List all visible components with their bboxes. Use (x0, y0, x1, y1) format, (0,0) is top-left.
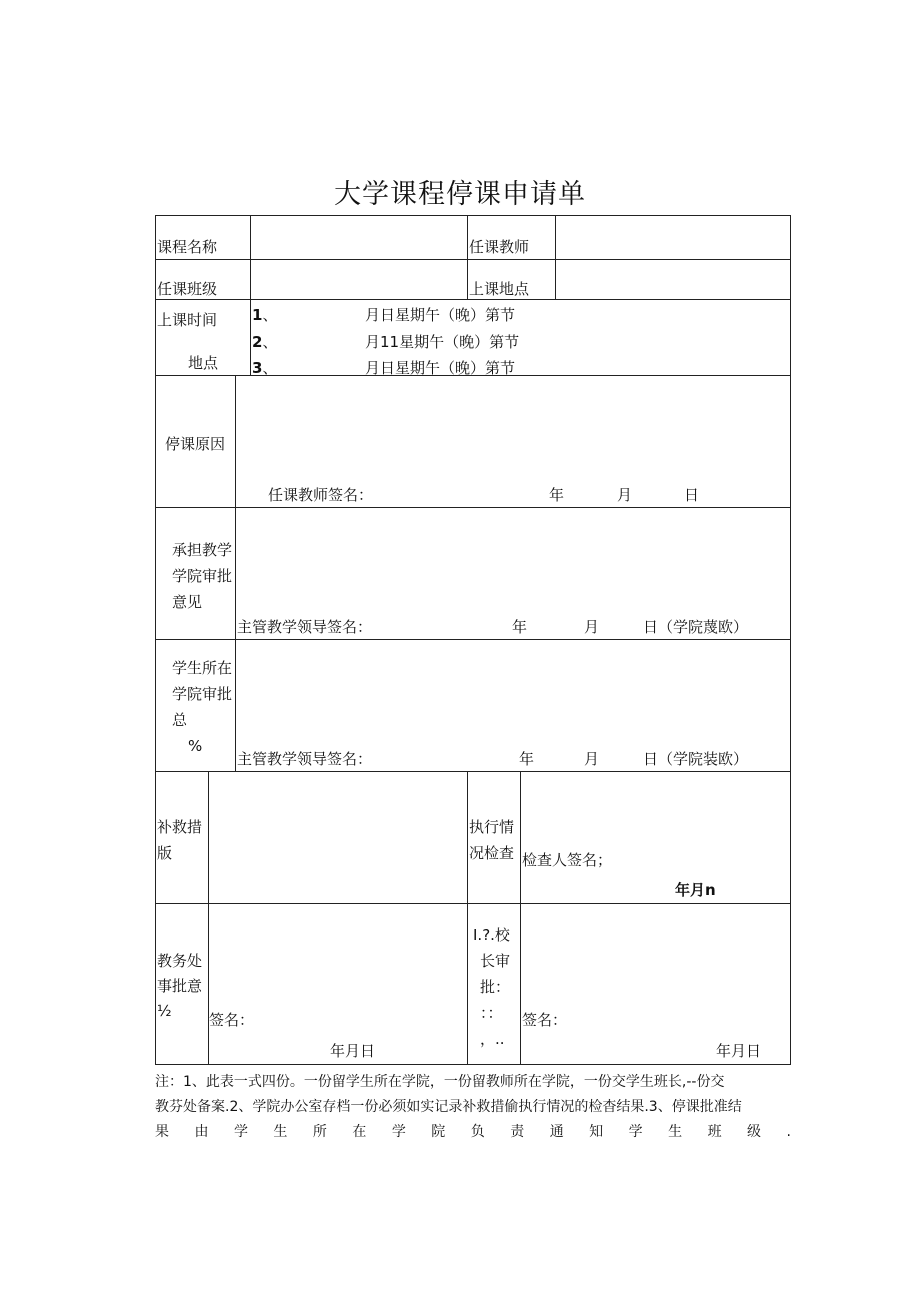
day-college-stamp-label: 日（学院装欧） (643, 750, 749, 768)
academic-label-1: 教务处 (157, 952, 203, 970)
footnote-char: 负 (470, 1124, 485, 1140)
footnote-char: 院 (431, 1124, 446, 1140)
principal-label-5: ，.. (480, 1030, 505, 1048)
course-name-label: 课程名称 (157, 238, 218, 256)
class-field[interactable] (252, 261, 466, 298)
footnote (155, 1070, 791, 1145)
footnote-char: 所 (312, 1124, 327, 1140)
checker-date-label: 年月n (675, 881, 716, 899)
schedule-separator: 、 (262, 360, 278, 375)
academic-label-2: 事批意 (157, 977, 203, 995)
footnote-char: . (786, 1124, 791, 1140)
schedule-item-3 (252, 360, 277, 375)
leader-signature-label: 主管教学领导签名： (237, 750, 373, 768)
schedule-text-2: 月11星期午（晚）第节 (365, 333, 520, 351)
schedule-text-3: 月日星期午（晚）第节 (365, 360, 516, 375)
principal-label-1: I.?.校 (473, 926, 510, 944)
remedy-field[interactable] (210, 773, 466, 902)
schedule-number: 1 (252, 306, 263, 324)
undertake-label-2: 学院审批 (172, 567, 233, 585)
footnote-line-3 (155, 1120, 791, 1145)
footnote-char: 由 (194, 1124, 209, 1140)
remedy-label-2: 版 (157, 844, 173, 862)
page-title: 大学课程停课申请单 (334, 179, 586, 210)
footnote-char: 责 (510, 1124, 525, 1140)
footnote-char: 通 (549, 1124, 564, 1140)
academic-signature-label: 签名： (209, 1011, 255, 1029)
schedule-number: 3 (252, 360, 263, 375)
footnote-char: 生 (668, 1124, 683, 1140)
footnote-char: 学 (233, 1124, 248, 1140)
undertake-label-1: 承担教学 (172, 541, 233, 559)
day-college-stamp-label: 日（学院蔑欧） (643, 618, 749, 636)
location-field[interactable] (557, 261, 789, 298)
teacher-label: 任课教师 (469, 238, 530, 256)
footnote-char: 级 (747, 1124, 762, 1140)
time-place-label-1: 上课时间 (157, 311, 218, 329)
academic-label-3: ½ (157, 1002, 172, 1020)
leader-signature-label: 主管教学领导签名： (237, 618, 373, 636)
principal-signature-label: 签名： (522, 1011, 568, 1029)
student-college-label-4: % (188, 737, 203, 755)
academic-date-label: 年月日 (330, 1042, 376, 1060)
month-label: 月 (584, 750, 600, 768)
undertake-label-3: 意见 (172, 593, 203, 611)
student-college-label-2: 学院审批 (172, 685, 233, 703)
footnote-char: 知 (589, 1124, 604, 1140)
footnote-line-1: 注：1、此表一式四份。一份留学生所在学院，一份留教师所在学院，一份交学生班长,--份交 (155, 1074, 725, 1090)
schedule-separator: 、 (262, 306, 278, 324)
stop-reason-field[interactable] (237, 377, 789, 477)
exec-check-field[interactable] (522, 773, 789, 843)
principal-label-2: 长审 (480, 952, 511, 970)
footnote-char: 果 (155, 1124, 169, 1140)
footnote-char: 班 (707, 1124, 722, 1140)
class-label: 任课班级 (157, 280, 218, 298)
principal-opinion-field[interactable] (522, 905, 789, 1005)
month-label: 月 (617, 486, 633, 504)
month-label: 月 (584, 618, 600, 636)
remedy-label-1: 补救措 (157, 818, 203, 836)
academic-opinion-field[interactable] (210, 905, 466, 1005)
year-label: 年 (549, 486, 565, 504)
undertake-opinion-field[interactable] (237, 509, 789, 609)
footnote-line-2: 教芬处备案.2、学院办公室存档一份必须如实记录补救措偷执行情况的检杳结果.3、停课批准结 (155, 1099, 742, 1115)
student-college-opinion-field[interactable] (237, 641, 789, 741)
teacher-signature-label: 任课教师签名： (268, 486, 374, 504)
schedule-item-1 (252, 307, 277, 324)
student-college-label-3: 总 (172, 711, 188, 729)
footnote-char: 学 (391, 1124, 406, 1140)
schedule-number: 2 (252, 333, 263, 351)
checker-signature-label: 检查人签名； (522, 851, 613, 869)
time-place-label-2: 地点 (188, 354, 219, 372)
schedule-item-2 (252, 334, 277, 351)
stop-reason-label: 停课原因 (165, 435, 226, 453)
schedule-text-1: 月日星期午（晚）第节 (365, 306, 516, 324)
exec-check-label-2: 况检查 (469, 844, 515, 862)
location-label: 上课地点 (469, 280, 530, 298)
teacher-field[interactable] (557, 217, 789, 258)
year-label: 年 (512, 618, 528, 636)
student-college-label-1: 学生所在 (172, 659, 233, 677)
principal-label-4: ：： (480, 1004, 503, 1022)
course-name-field[interactable] (252, 217, 466, 258)
principal-label-3: 批： (480, 978, 511, 996)
year-label: 年 (519, 750, 535, 768)
principal-date-label: 年月日 (716, 1042, 762, 1060)
schedule-separator: 、 (262, 333, 278, 351)
footnote-char: 在 (352, 1124, 367, 1140)
footnote-char: 生 (273, 1124, 288, 1140)
footnote-char: 学 (628, 1124, 643, 1140)
exec-check-label-1: 执行情 (469, 818, 515, 836)
day-label: 日 (684, 486, 700, 504)
